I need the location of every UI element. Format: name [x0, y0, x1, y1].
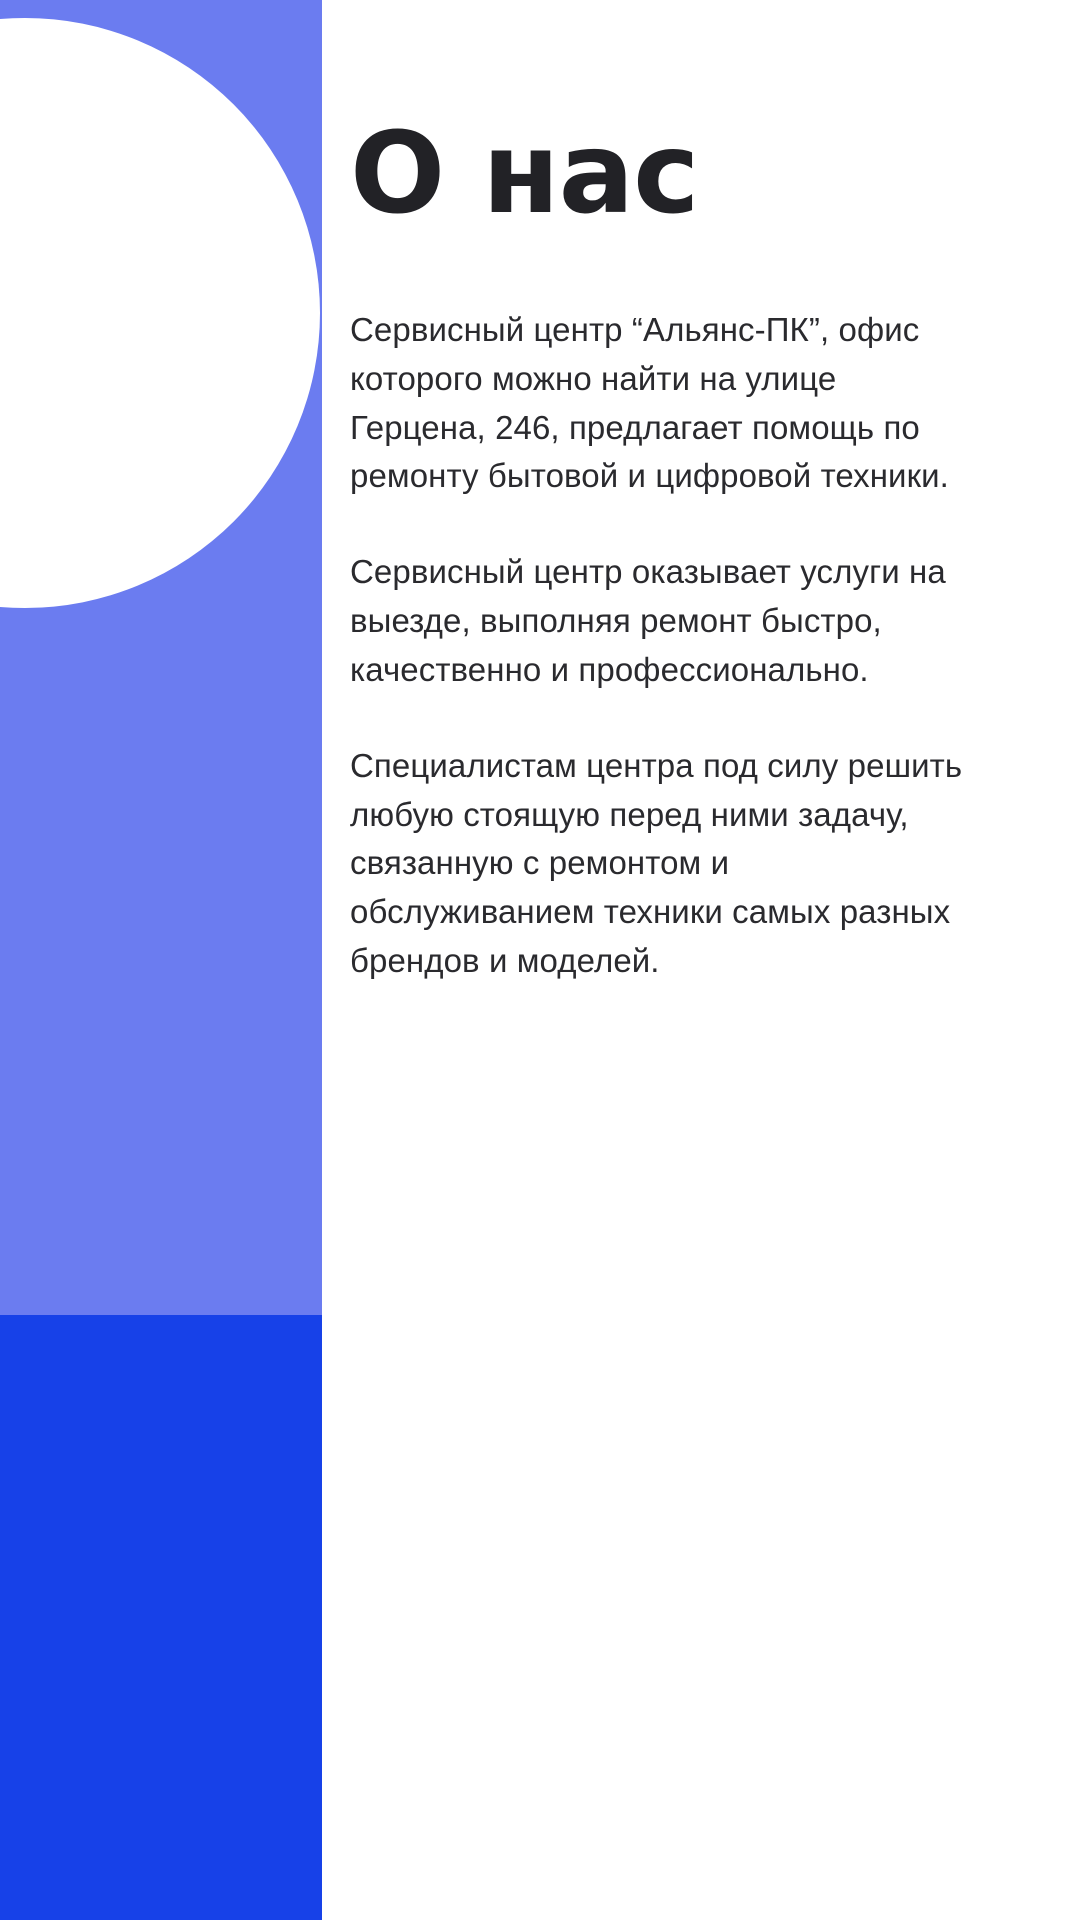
paragraph-3: Специалистам центра под силу решить любую стоящую перед ними задачу, связанную с ремонтом и обслуживанием техники самых разных брендов и моделей. [350, 746, 963, 980]
blue-panel [0, 1315, 322, 1920]
about-text-block [350, 306, 970, 986]
paragraph-1: Сервисный центр “Альянс-ПК”, офис которого можно найти на улице Герцена, 246, предлагает помощь по ремонту бытовой и цифровой техники. [350, 311, 949, 495]
decorative-left-column [0, 0, 322, 1920]
page-title: О нас [350, 109, 699, 239]
content-area [350, 0, 1050, 1920]
paragraph-2: Сервисный центр оказывает услуги на выезде, выполняя ремонт быстро, качественно и профессионально. [350, 553, 946, 688]
